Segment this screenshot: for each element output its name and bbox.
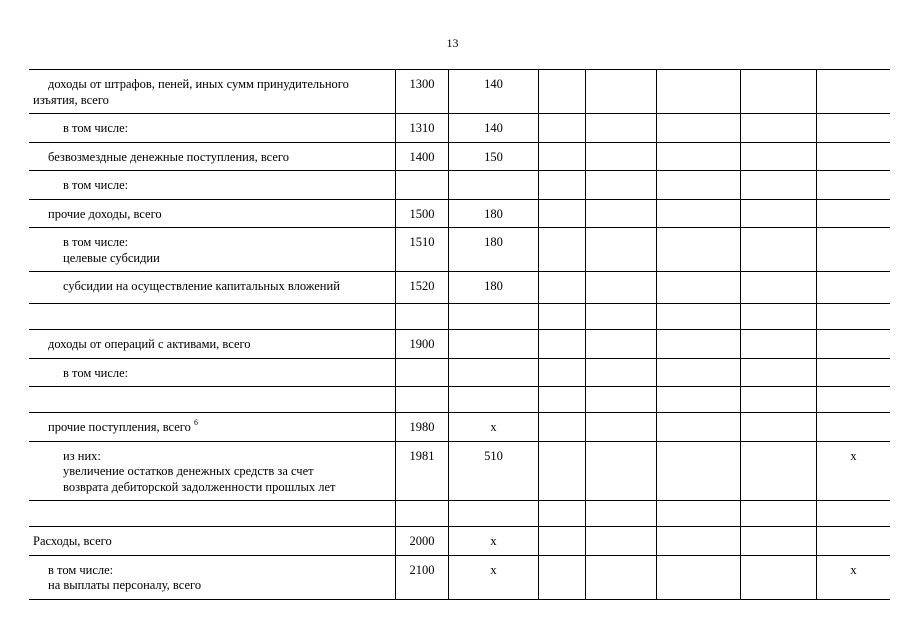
empty-cell <box>586 70 657 114</box>
empty-cell <box>539 304 586 330</box>
table-row <box>29 70 890 114</box>
row-name-cell <box>29 171 396 200</box>
row-kosgu: 510 <box>449 441 539 501</box>
table-row <box>29 228 890 272</box>
empty-cell <box>741 272 817 304</box>
row-kosgu <box>449 501 539 527</box>
row-last-value <box>817 358 891 387</box>
row-last-value <box>817 171 891 200</box>
empty-cell <box>539 501 586 527</box>
row-code <box>396 387 449 413</box>
empty-cell <box>741 330 817 359</box>
empty-cell <box>586 142 657 171</box>
row-name-cell <box>29 114 396 143</box>
row-code: 1310 <box>396 114 449 143</box>
empty-cell <box>539 387 586 413</box>
row-code: 1980 <box>396 413 449 442</box>
empty-cell <box>539 199 586 228</box>
empty-cell <box>657 114 741 143</box>
row-code <box>396 171 449 200</box>
row-kosgu: 180 <box>449 228 539 272</box>
row-code: 1520 <box>396 272 449 304</box>
empty-cell <box>741 387 817 413</box>
table-row <box>29 330 890 359</box>
empty-cell <box>586 330 657 359</box>
row-name-cell <box>29 272 396 304</box>
row-name-cell <box>29 413 396 442</box>
row-last-value <box>817 527 891 556</box>
empty-cell <box>657 555 741 599</box>
row-last-value <box>817 272 891 304</box>
empty-cell <box>657 441 741 501</box>
row-last-value: х <box>817 441 891 501</box>
empty-cell <box>586 228 657 272</box>
empty-cell <box>539 527 586 556</box>
empty-cell <box>586 527 657 556</box>
empty-cell <box>539 171 586 200</box>
row-code <box>396 358 449 387</box>
empty-cell <box>657 358 741 387</box>
row-name-cell <box>29 555 396 599</box>
empty-cell <box>539 413 586 442</box>
empty-cell <box>539 272 586 304</box>
table-row <box>29 358 890 387</box>
row-last-value: х <box>817 555 891 599</box>
row-code: 1500 <box>396 199 449 228</box>
row-name-line <box>33 420 391 436</box>
row-name-cell <box>29 387 396 413</box>
table-row <box>29 501 890 527</box>
row-code: 2100 <box>396 555 449 599</box>
empty-cell <box>657 304 741 330</box>
row-name-cell <box>29 527 396 556</box>
row-code: 1300 <box>396 70 449 114</box>
footnote-marker: 6 <box>193 418 198 427</box>
row-name-cell <box>29 441 396 501</box>
row-name-cell <box>29 330 396 359</box>
row-name-line: возврата дебиторской задолженности прошлых лет <box>63 479 336 494</box>
row-name-line: доходы от штрафов, пеней, иных сумм принудительного <box>48 77 349 91</box>
empty-cell <box>657 70 741 114</box>
row-name-cell <box>29 358 396 387</box>
table-row <box>29 555 890 599</box>
row-name-line: изъятия, всего <box>33 92 109 107</box>
table-row <box>29 114 890 143</box>
row-last-value <box>817 70 891 114</box>
table-row <box>29 304 890 330</box>
row-last-value <box>817 330 891 359</box>
empty-cell <box>741 228 817 272</box>
empty-cell <box>657 330 741 359</box>
empty-cell <box>539 114 586 143</box>
empty-cell <box>657 228 741 272</box>
row-code: 1510 <box>396 228 449 272</box>
row-kosgu <box>449 387 539 413</box>
table-row <box>29 272 890 304</box>
empty-cell <box>741 199 817 228</box>
row-kosgu <box>449 358 539 387</box>
row-name-line: в том числе: <box>63 235 129 249</box>
row-name-cell <box>29 501 396 527</box>
row-name-cell <box>29 142 396 171</box>
row-kosgu: х <box>449 527 539 556</box>
row-code: 2000 <box>396 527 449 556</box>
row-name-line: доходы от операций с активами, всего <box>48 337 251 351</box>
empty-cell <box>586 413 657 442</box>
table-row <box>29 441 890 501</box>
empty-cell <box>539 441 586 501</box>
empty-cell <box>741 304 817 330</box>
row-last-value <box>817 413 891 442</box>
empty-cell <box>586 272 657 304</box>
row-last-value <box>817 304 891 330</box>
row-last-value <box>817 387 891 413</box>
row-name-line: безвозмездные денежные поступления, всего <box>48 149 289 164</box>
empty-cell <box>741 441 817 501</box>
row-kosgu: 180 <box>449 272 539 304</box>
row-name-line: целевые субсидии <box>63 250 160 265</box>
row-name-cell <box>29 199 396 228</box>
empty-cell <box>741 358 817 387</box>
table-row <box>29 199 890 228</box>
row-last-value <box>817 142 891 171</box>
row-kosgu <box>449 330 539 359</box>
row-code <box>396 501 449 527</box>
financial-plan-table <box>29 69 890 600</box>
empty-cell <box>741 555 817 599</box>
empty-cell <box>586 387 657 413</box>
empty-cell <box>741 114 817 143</box>
row-last-value <box>817 501 891 527</box>
row-code: 1981 <box>396 441 449 501</box>
row-code: 1400 <box>396 142 449 171</box>
row-name-line: субсидии на осуществление капитальных вложений <box>63 279 340 293</box>
empty-cell <box>539 70 586 114</box>
empty-cell <box>539 555 586 599</box>
empty-cell <box>586 114 657 143</box>
row-name-cell <box>29 304 396 330</box>
row-name-line: Расходы, всего <box>33 534 112 548</box>
empty-cell <box>657 171 741 200</box>
empty-cell <box>657 142 741 171</box>
empty-cell <box>741 413 817 442</box>
row-kosgu: 140 <box>449 114 539 143</box>
row-kosgu: 140 <box>449 70 539 114</box>
row-name-line: в том числе: <box>63 178 129 192</box>
empty-cell <box>741 527 817 556</box>
row-name-line: в том числе: <box>48 562 114 577</box>
page-number: 13 <box>446 36 459 50</box>
row-name-line: в том числе: <box>63 365 129 380</box>
row-last-value <box>817 199 891 228</box>
row-name-cell <box>29 70 396 114</box>
empty-cell <box>741 70 817 114</box>
row-kosgu: х <box>449 413 539 442</box>
row-last-value <box>817 228 891 272</box>
row-kosgu <box>449 171 539 200</box>
empty-cell <box>539 330 586 359</box>
row-kosgu: х <box>449 555 539 599</box>
row-name-text: прочие поступления, всего <box>48 420 191 434</box>
table-row <box>29 171 890 200</box>
row-code <box>396 304 449 330</box>
empty-cell <box>539 358 586 387</box>
table-row <box>29 142 890 171</box>
empty-cell <box>586 501 657 527</box>
empty-cell <box>741 501 817 527</box>
empty-cell <box>657 272 741 304</box>
empty-cell <box>539 228 586 272</box>
table-row <box>29 387 890 413</box>
empty-cell <box>657 501 741 527</box>
empty-cell <box>657 527 741 556</box>
empty-cell <box>586 555 657 599</box>
table-row <box>29 527 890 556</box>
row-last-value <box>817 114 891 143</box>
row-code: 1900 <box>396 330 449 359</box>
empty-cell <box>586 199 657 228</box>
empty-cell <box>741 142 817 171</box>
empty-cell <box>657 199 741 228</box>
row-name-line: из них: <box>63 448 101 463</box>
empty-cell <box>657 413 741 442</box>
empty-cell <box>586 441 657 501</box>
empty-cell <box>586 304 657 330</box>
row-kosgu: 180 <box>449 199 539 228</box>
row-kosgu <box>449 304 539 330</box>
table-row <box>29 413 890 442</box>
empty-cell <box>586 171 657 200</box>
row-name-line: на выплаты персоналу, всего <box>48 578 202 592</box>
empty-cell <box>657 387 741 413</box>
row-name-cell <box>29 228 396 272</box>
row-name-line: в том числе: <box>63 121 129 135</box>
empty-cell <box>741 171 817 200</box>
row-name-line: увеличение остатков денежных средств за счет <box>63 464 314 478</box>
empty-cell <box>586 358 657 387</box>
row-name-line: прочие доходы, всего <box>48 206 162 221</box>
empty-cell <box>539 142 586 171</box>
row-kosgu: 150 <box>449 142 539 171</box>
